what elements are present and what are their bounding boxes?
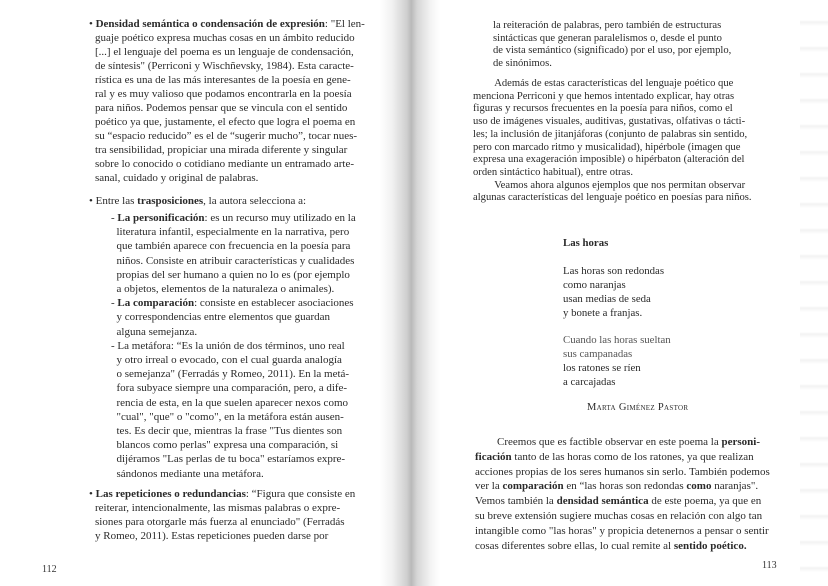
text-line xyxy=(111,452,356,466)
text-segment: Vemos también la xyxy=(475,495,557,508)
text-segment: Veamos ahora algunos ejemplos que nos permitan observar xyxy=(473,179,746,191)
text-line xyxy=(89,31,365,45)
poem-line: los ratones se ríen xyxy=(563,362,641,374)
text-line xyxy=(473,103,752,116)
text-segment: a objetos, elementos de la naturaleza o animales). xyxy=(111,283,335,296)
text-segment: figuras y recursos frecuentes en la poesía para niños, como el xyxy=(473,103,733,115)
text-line xyxy=(111,211,356,225)
text-segment: y correspondencias entre elementos que guardan xyxy=(111,311,330,324)
text-line xyxy=(473,129,752,142)
text-line xyxy=(473,91,752,104)
text-segment: • xyxy=(89,488,96,500)
text-segment: dijéramos "Las perlas de tu boca" estaríamos expre- xyxy=(111,453,346,466)
text-segment: de este poema, ya que en xyxy=(648,495,762,508)
text-segment: Creemos que es factible observar en este poema la xyxy=(475,436,722,448)
text-segment: sanal, cuidado y original de palabras. xyxy=(95,172,259,184)
poem-line: Las horas son redondas xyxy=(563,265,665,277)
text-segment: intangible como "las horas" y propicia detenernos a pensar o sentir xyxy=(475,524,769,537)
text-segment: [...] el lenguaje del poema es un lenguaje de condensación, xyxy=(95,46,354,58)
bold-term: Las repeticiones o redundancias xyxy=(95,488,246,500)
text-line xyxy=(89,171,365,185)
text-segment: guaje poético expresa muchas cosas en un ámbito reducido xyxy=(95,32,355,44)
text-segment: expresa una exageración imposible) o hipérbaton (alteración del xyxy=(473,154,745,166)
text-line xyxy=(89,101,365,115)
book-gutter-shadow xyxy=(380,0,440,586)
text-segment: Además de estas características del lenguaje poético que xyxy=(473,78,734,89)
paragraph-creemos xyxy=(475,435,770,553)
text-segment: pero con marcado ritmo y musicalidad), hipérbole (imagen que xyxy=(473,141,741,153)
text-segment: sintácticas que generan paralelismos o, desde el punto xyxy=(493,32,722,44)
text-line xyxy=(111,396,356,410)
text-line xyxy=(89,45,365,59)
text-line xyxy=(89,194,306,208)
text-segment: - xyxy=(111,212,118,224)
poem-line: a carcajadas xyxy=(563,376,616,388)
text-segment: que también aparece con frecuencia en la poesía para xyxy=(111,240,351,253)
text-line xyxy=(475,435,770,450)
text-segment: : es un recurso muy utilizado en la xyxy=(204,212,356,224)
text-segment: blancos como perlas" expresa una comparación, si xyxy=(111,439,339,452)
text-segment: propias del ser humano a quien no lo es (por ejemplo xyxy=(111,268,350,281)
paragraph-trasposiciones xyxy=(89,194,306,208)
text-line xyxy=(475,494,770,509)
bold-term: La comparación xyxy=(117,297,195,310)
text-line xyxy=(111,296,356,310)
text-segment: reiterar, intencionalmente, las mismas palabras o expre- xyxy=(95,502,341,514)
text-segment: alguna semejanza. xyxy=(111,325,198,338)
text-line xyxy=(493,58,731,71)
text-segment: en “las horas son redondas xyxy=(563,480,687,493)
text-segment: fora subyace siempre una comparación, pero, a dife- xyxy=(111,382,348,395)
text-line xyxy=(89,115,365,129)
text-segment: su “espacio reducido” es el de “sugerir mucho”, tocar nues- xyxy=(95,130,358,142)
text-line xyxy=(89,157,365,171)
text-line xyxy=(475,524,770,539)
text-line xyxy=(493,45,731,58)
text-line xyxy=(475,509,770,524)
text-line xyxy=(89,501,355,515)
text-line xyxy=(475,539,770,554)
bold-term: sentido poético. xyxy=(673,539,747,552)
text-segment: tanto de las horas como de los ratones, ya que realizan xyxy=(511,450,754,463)
text-segment: algunas características del lenguaje poético en poesías para niños. xyxy=(473,192,752,204)
bold-term: La personificación xyxy=(117,212,205,224)
text-line xyxy=(111,254,356,268)
text-line xyxy=(111,467,356,481)
text-segment: rencia de esta, en la que suelen aparecer nexos como xyxy=(111,396,348,409)
text-line xyxy=(111,339,356,353)
text-segment: sándonos mediante una metáfora. xyxy=(111,467,264,480)
text-line xyxy=(89,143,365,157)
text-line xyxy=(111,268,356,282)
list-trasposiciones xyxy=(111,211,356,481)
text-line xyxy=(89,59,365,73)
text-line xyxy=(111,239,356,253)
text-line xyxy=(475,465,770,480)
text-segment: de vista semántico (significado) por el uso, por ejemplo, xyxy=(493,45,732,56)
text-line xyxy=(475,450,770,465)
text-segment: menciona Perriconi y que hemos intentado explicar, hay otras xyxy=(473,90,735,102)
poem-stanza-1 xyxy=(563,264,688,320)
page-number-right: 113 xyxy=(762,560,777,571)
bold-term: comparación xyxy=(502,480,564,493)
bold-term: ficación xyxy=(475,450,512,463)
poem-line: Cuando las horas sueltan xyxy=(563,334,671,346)
paragraph-densidad-semantica xyxy=(89,17,365,185)
paragraph-ademas xyxy=(473,78,752,205)
text-segment: su breve extensión sugiere muchas cosas en relación con algo tan xyxy=(475,509,763,522)
poem-line: como naranjas xyxy=(563,279,626,291)
text-line xyxy=(473,154,752,167)
text-segment: de sinónimos. xyxy=(493,57,552,69)
text-line xyxy=(111,424,356,438)
text-line xyxy=(89,73,365,87)
poem-author: Marta Giménez Pastor xyxy=(587,402,689,413)
text-line xyxy=(111,325,356,339)
text-segment: cosas diferentes sobre ellas, lo cual remite al xyxy=(475,539,674,552)
text-segment: de síntesis" (Perriconi y Wischñevsky, 1984). Esta caracte- xyxy=(95,60,354,72)
text-line xyxy=(493,33,731,46)
paragraph-repeticiones xyxy=(89,487,355,543)
text-line xyxy=(473,78,752,91)
text-segment: y otro irreal o evocado, con el cual guarda analogía xyxy=(111,354,342,367)
text-line xyxy=(111,367,356,381)
text-line xyxy=(111,353,356,367)
text-line xyxy=(111,410,356,424)
text-segment: tra sensibilidad, propiciar una mirada diferente y singular xyxy=(95,144,348,156)
text-segment: : consiste en establecer asociaciones xyxy=(194,297,354,310)
text-line xyxy=(473,142,752,155)
bold-term: trasposiciones xyxy=(137,195,204,207)
poem-stanza-2 xyxy=(563,333,688,389)
text-line xyxy=(89,129,365,143)
text-line xyxy=(89,529,355,543)
text-segment: orden sintáctico habitual), entre otras. xyxy=(473,166,634,178)
text-line xyxy=(473,192,752,205)
text-segment: tes. Es decir que, mientras la frase "Tus dientes son xyxy=(111,425,343,438)
text-line xyxy=(111,225,356,239)
poem-title: Las horas xyxy=(563,237,609,249)
poem-line: y bonete a franjas. xyxy=(563,307,643,319)
paragraph-continuation xyxy=(493,20,731,70)
text-line xyxy=(111,310,356,324)
text-segment: poético ya que, justamente, el efecto que logra el poema en xyxy=(95,116,356,128)
text-segment: "cual", "que" o "como", en la metáfora están ausen- xyxy=(111,410,344,423)
text-segment: para niños. Podemos pensar que se vincula con el sentido xyxy=(95,102,348,114)
text-segment: • xyxy=(89,18,96,30)
text-line xyxy=(111,438,356,452)
text-segment: : "El len- xyxy=(324,18,365,30)
text-segment: ver la xyxy=(475,480,503,493)
text-segment: y Romeo, 2011). Estas repeticiones pueden darse por xyxy=(95,530,329,542)
text-line xyxy=(111,381,356,395)
text-line xyxy=(473,167,752,180)
bold-term: Densidad semántica o condensación de expresión xyxy=(95,18,325,30)
text-line xyxy=(493,20,731,33)
bold-term: personi- xyxy=(721,436,760,448)
text-line xyxy=(475,479,770,494)
text-segment: ral y es muy valioso que podamos encontrarla en la poesía xyxy=(95,88,352,100)
text-segment: • Entre las xyxy=(89,195,138,207)
text-segment: siones para otorgarle más fuerza al enunciado" (Ferradás xyxy=(95,516,345,528)
text-segment: sobre lo conocido o cotidiano mediante un entramado arte- xyxy=(95,158,355,170)
text-segment: rística es una de las más interesantes de la poesía en gene- xyxy=(95,74,351,86)
bold-term: como xyxy=(686,480,712,493)
text-segment: - xyxy=(111,297,118,310)
text-line xyxy=(111,282,356,296)
text-segment: acciones propias de los seres humanos sin serlo. También podemos xyxy=(475,465,770,478)
text-segment: : “Figura que consiste en xyxy=(245,488,356,500)
text-line xyxy=(473,180,752,193)
poem-line: usan medias de seda xyxy=(563,293,651,305)
text-segment: niños. Consiste en atribuir características y cualidades xyxy=(111,254,355,267)
page-stack-edge xyxy=(800,0,828,586)
page-number-left: 112 xyxy=(42,564,57,575)
poem-line: sus campanadas xyxy=(563,348,633,360)
text-line xyxy=(89,17,365,31)
text-segment: uso de imágenes visuales, auditivas, gustativas, olfativas o tácti- xyxy=(473,116,746,128)
bold-term: densidad semántica xyxy=(556,495,649,508)
text-line xyxy=(89,87,365,101)
text-segment: , la autora selecciona a: xyxy=(203,195,307,207)
text-segment: la reiteración de palabras, pero también de estructuras xyxy=(493,20,722,31)
text-line xyxy=(89,487,355,501)
text-segment: - La metáfora: “Es la unión de dos términos, uno real xyxy=(111,339,345,352)
text-segment: o semejanza" (Ferradás y Romeo, 2011). En la metá- xyxy=(111,368,350,381)
text-line xyxy=(89,515,355,529)
text-segment: literatura infantil, especialmente en la narrativa, pero xyxy=(111,226,350,239)
text-segment: naranjas". xyxy=(711,480,759,493)
text-segment: les; la inclusión de jitanjáforas (conjunto de palabras sin sentido, xyxy=(473,128,748,140)
text-line xyxy=(473,116,752,129)
poem xyxy=(563,236,688,415)
